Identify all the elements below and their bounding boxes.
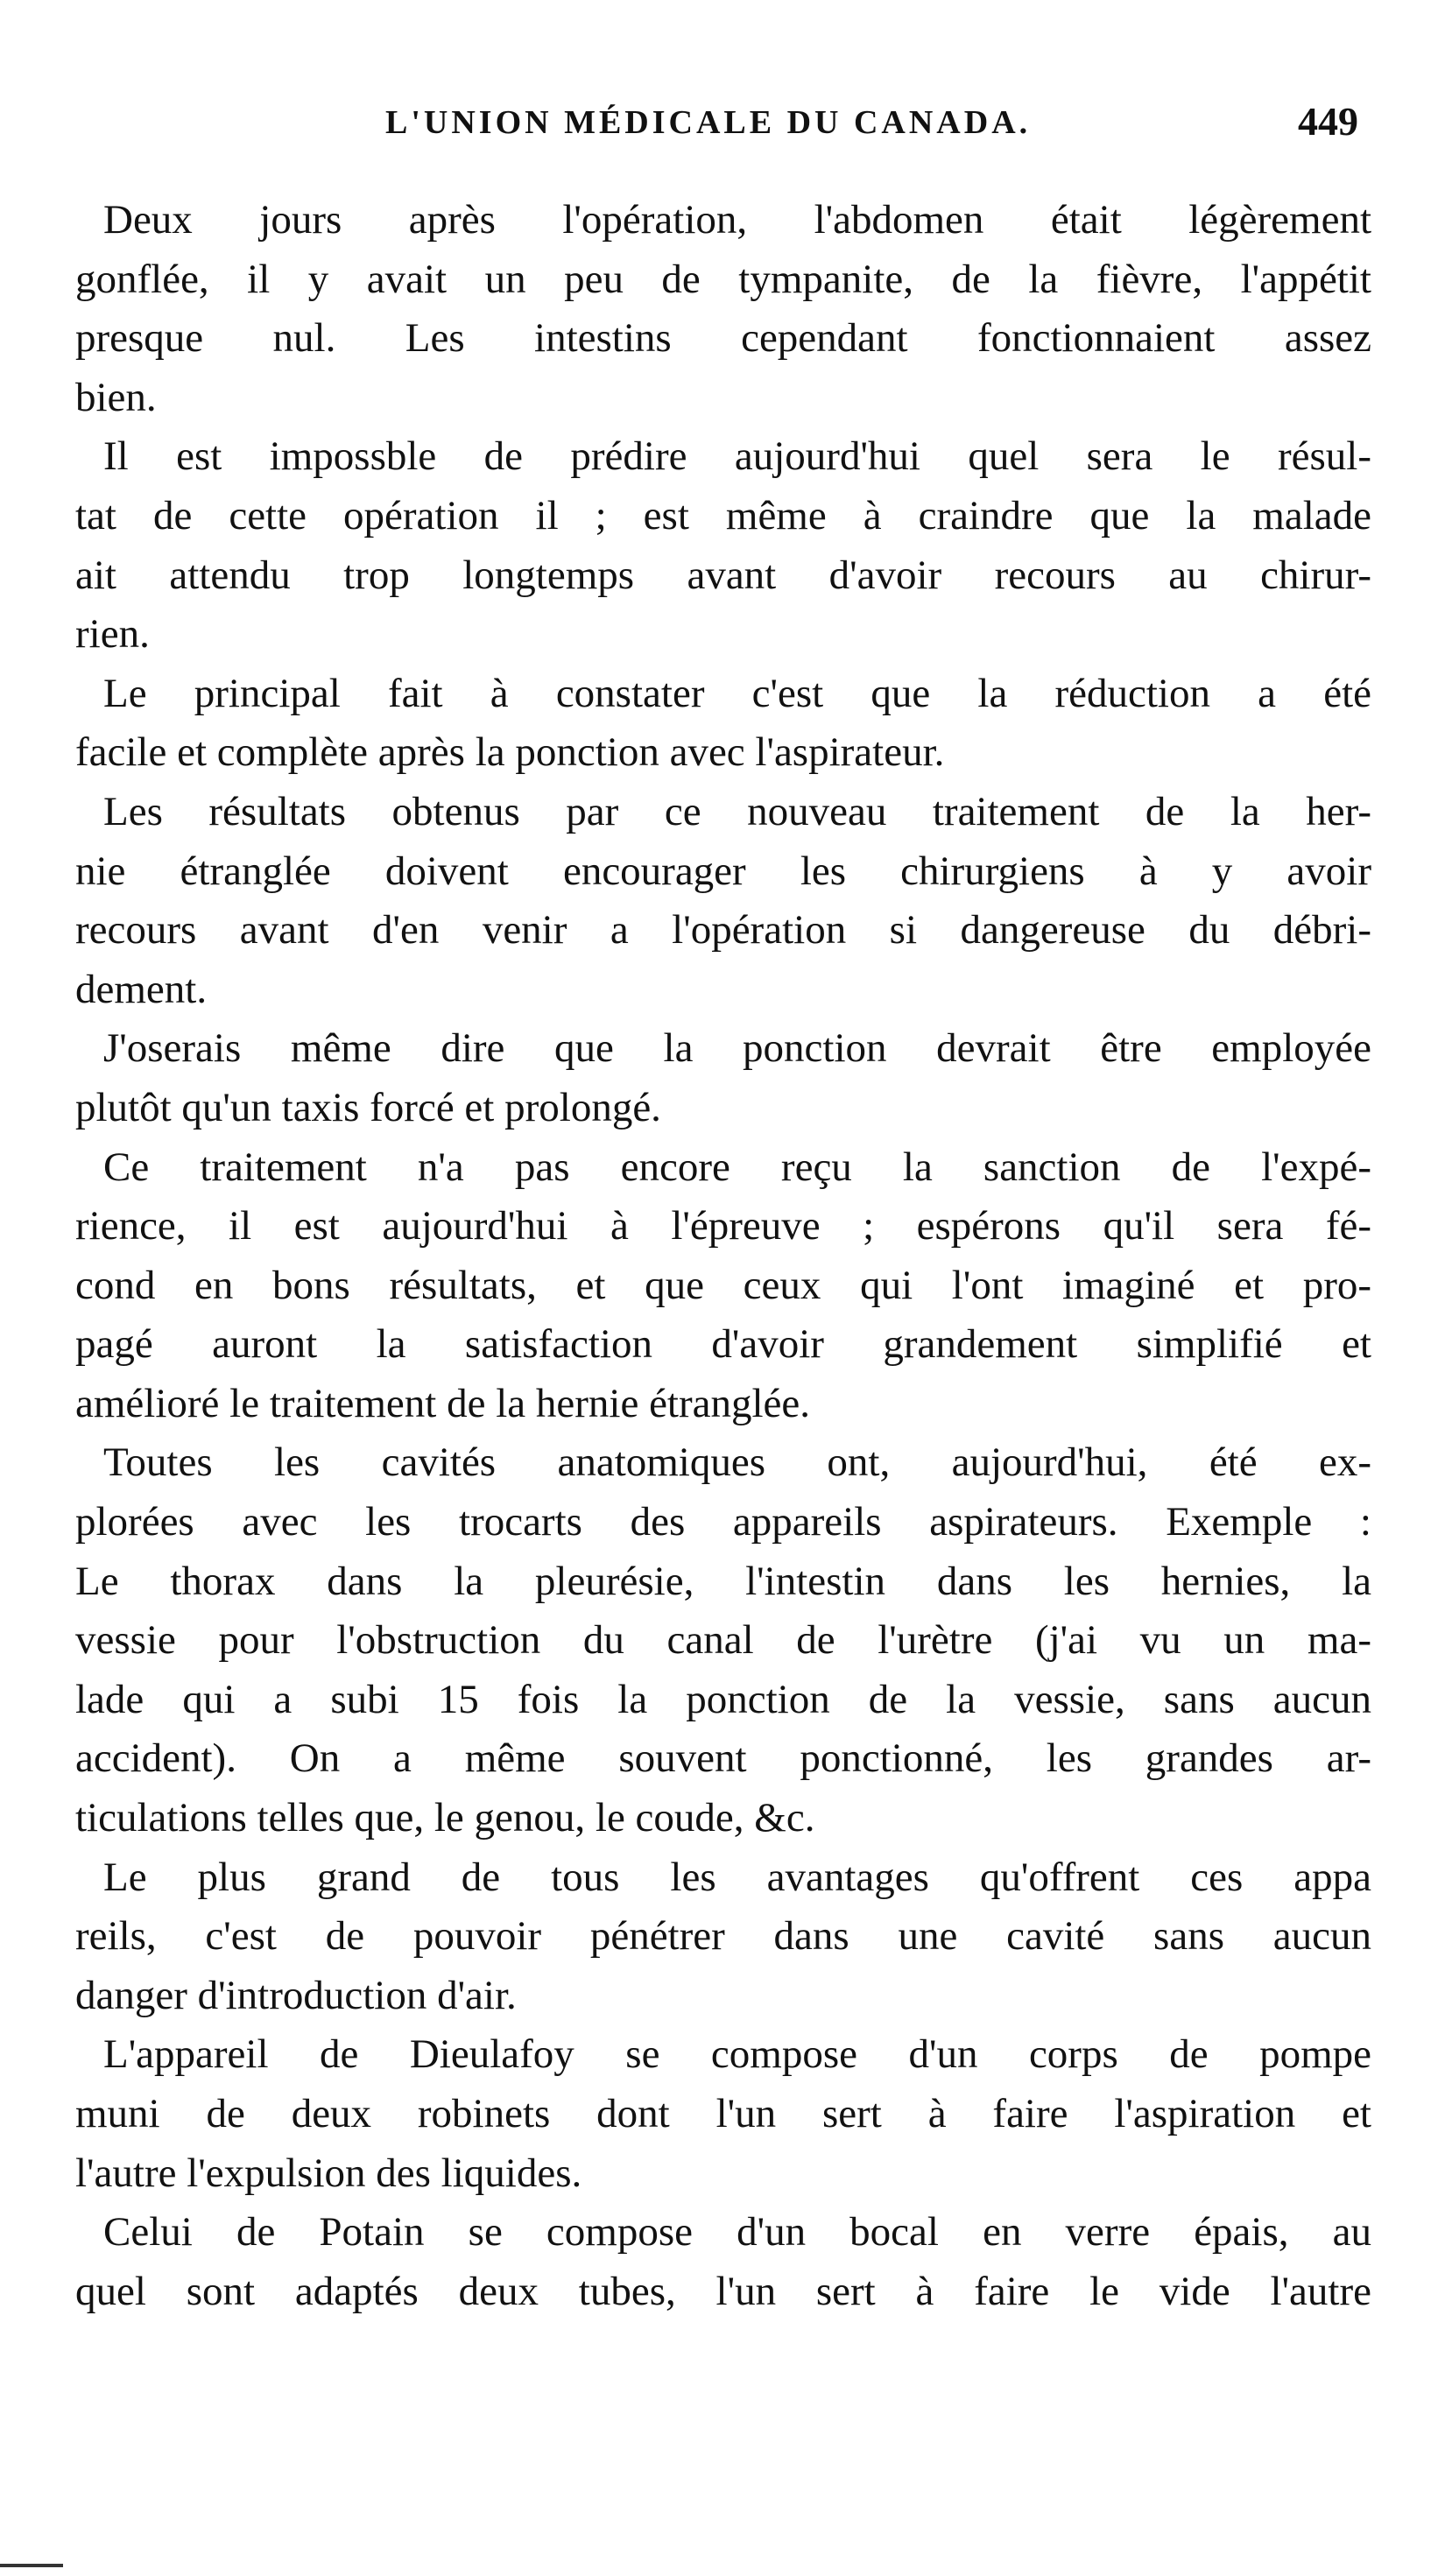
text-line: facile et complète après la ponction avec l'aspirateur.: [75, 729, 945, 776]
text-line: recours avant d'en venir a l'opération si dangereuse du débri-: [75, 907, 1371, 954]
text-line: lade qui a subi 15 fois la ponction de la vessie, sans aucun: [75, 1676, 1371, 1722]
paragraph: [75, 2025, 1371, 2203]
text-line: ait attendu trop longtemps avant d'avoir recours au chirur-: [75, 552, 1371, 598]
text-line: presque nul. Les intestins cependant fonctionnaient assez: [75, 315, 1371, 362]
text-line: Il est impossble de prédire aujourd'hui quel sera le résul-: [103, 433, 1371, 480]
body-text: [75, 191, 1371, 2321]
text-line: ticulations telles que, le genou, le coude, &c.: [75, 1795, 815, 1841]
text-line: Le principal fait à constater c'est que la réduction a été: [103, 670, 1371, 716]
paragraph: [75, 2203, 1371, 2321]
text-line: J'oserais même dire que la ponction devrait être employée: [103, 1025, 1371, 1072]
text-line: tat de cette opération il ; est même à craindre que la malade: [75, 492, 1371, 538]
paragraph: [75, 1848, 1371, 2026]
paragraph: [75, 191, 1371, 427]
text-line: pagé auront la satisfaction d'avoir grandement simplifié et: [75, 1321, 1371, 1368]
text-line: rience, il est aujourd'hui à l'épreuve ; espérons qu'il sera fé-: [75, 1203, 1371, 1249]
text-line: Le thorax dans la pleurésie, l'intestin dans les hernies, la: [75, 1558, 1371, 1604]
text-line: plutôt qu'un taxis forcé et prolongé.: [75, 1084, 661, 1130]
text-line: cond en bons résultats, et que ceux qui l'ont imaginé et pro-: [75, 1262, 1371, 1308]
text-line: nie étranglée doivent encourager les chirurgiens à y avoir: [75, 848, 1371, 894]
text-line: danger d'introduction d'air.: [75, 1972, 517, 2018]
text-line: muni de deux robinets dont l'un sert à faire l'aspiration et: [75, 2091, 1371, 2136]
paragraph: [75, 783, 1371, 1019]
text-line: accident). On a même souvent ponctionné, les grandes ar-: [75, 1735, 1371, 1782]
paragraph: [75, 665, 1371, 783]
text-line: Celui de Potain se compose d'un bocal en verre épais, au: [103, 2209, 1371, 2256]
text-line: gonflée, il y avait un peu de tympanite, de la fièvre, l'appétit: [75, 256, 1371, 302]
text-line: Ce traitement n'a pas encore reçu la sanction de l'expé-: [103, 1144, 1371, 1190]
text-line: vessie pour l'obstruction du canal de l'urètre (j'ai vu un ma-: [75, 1617, 1371, 1664]
text-line: l'autre l'expulsion des liquides.: [75, 2150, 582, 2196]
journal-title: L'UNION MÉDICALE DU CANADA.: [385, 104, 1032, 141]
text-line: rien.: [75, 611, 150, 658]
text-line: Les résultats obtenus par ce nouveau traitement de la her-: [103, 788, 1371, 834]
page-edge-mark: [0, 2564, 63, 2567]
paragraph: [75, 427, 1371, 664]
text-line: plorées avec les trocarts des appareils aspirateurs. Exemple :: [75, 1499, 1371, 1545]
paragraph: [75, 1138, 1371, 1434]
text-line: Toutes les cavités anatomiques ont, aujourd'hui, été ex-: [103, 1439, 1371, 1486]
text-line: amélioré le traitement de la hernie étranglée.: [75, 1380, 811, 1426]
paragraph: [75, 1433, 1371, 1848]
paragraph: [75, 1019, 1371, 1137]
page-number: 449: [1298, 99, 1358, 144]
text-line: reils, c'est de pouvoir pénétrer dans une cavité sans aucun: [75, 1913, 1371, 1960]
text-line: bien.: [75, 374, 157, 420]
text-line: dement.: [75, 966, 208, 1012]
text-line: Deux jours après l'opération, l'abdomen était légèrement: [103, 197, 1371, 243]
running-head: [0, 99, 1452, 156]
text-line: L'appareil de Dieulafoy se compose d'un corps de pompe: [103, 2031, 1371, 2078]
text-line: quel sont adaptés deux tubes, l'un sert à faire le vide l'autre: [75, 2268, 1371, 2314]
text-line: Le plus grand de tous les avantages qu'offrent ces appa: [103, 1854, 1371, 1900]
